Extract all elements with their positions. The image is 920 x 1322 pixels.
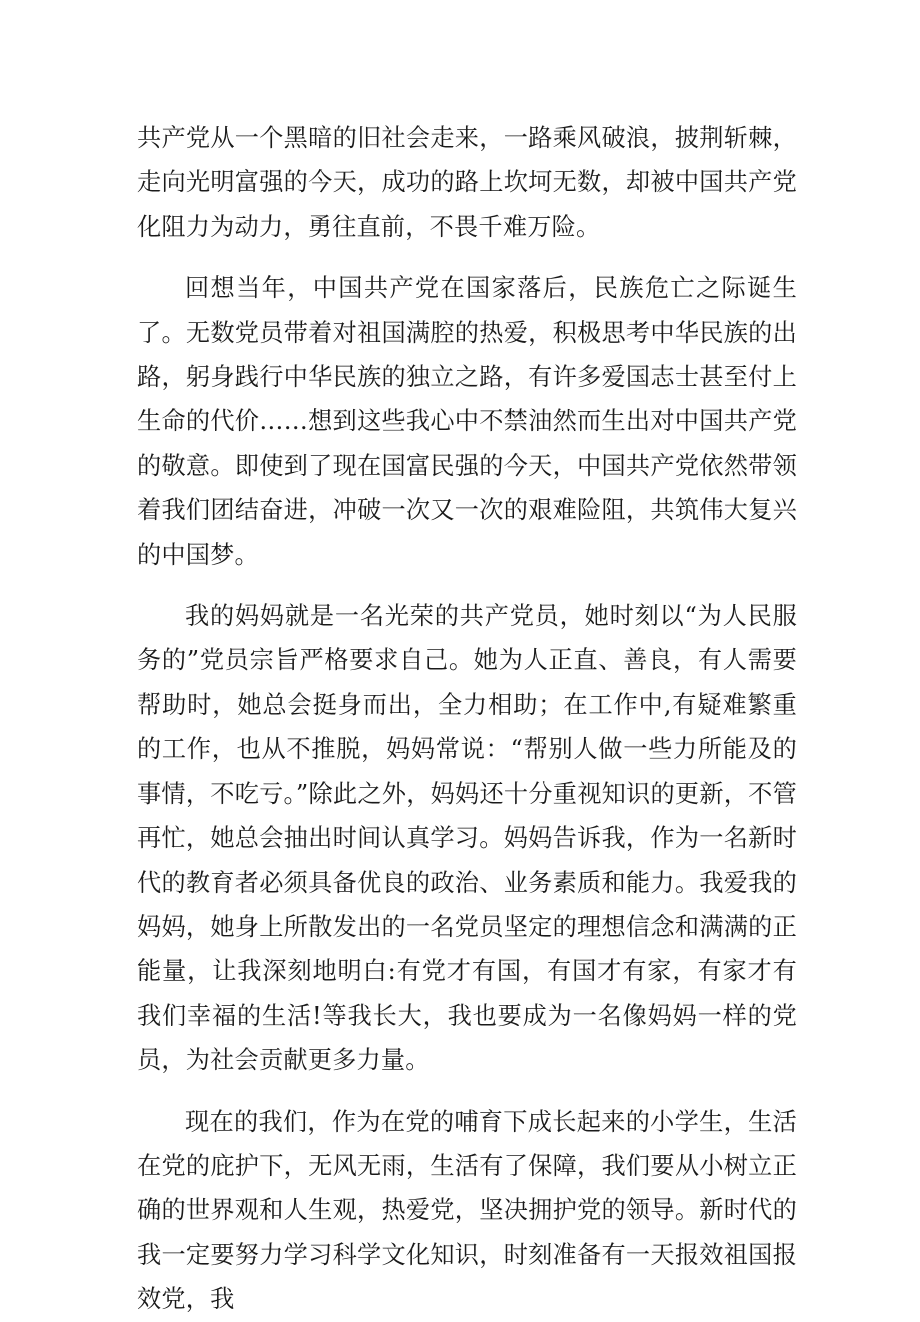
- paragraph-4: 现在的我们，作为在党的哺育下成长起来的小学生，生活在党的庇护下，无风无雨，生活有了保障，我们要从小树立正确的世界观和人生观，热爱党，坚决拥护党的领导。新时代的我一定要努力学习科学文化知识，时刻准备有一天报效祖国报效党，我: [137, 1107, 797, 1314]
- paragraph-1: 共产党从一个黑暗的旧社会走来，一路乘风破浪，披荆斩棘，走向光明富强的今天，成功的路上坎坷无数，却被中国共产党化阻力为动力，勇往直前，不畏千难万险。: [137, 124, 797, 241]
- paragraph-3: 我的妈妈就是一名光荣的共产党员，她时刻以“为人民服务的”党员宗旨严格要求自己。她为人正直、善良，有人需要帮助时，她总会挺身而出，全力相助；在工作中,有疑难繁重的工作，也从不推脱，妈妈常说：“帮别人做一些力所能及的事情，不吃亏。”除此之外，妈妈还十分重视知识的更新，不管再忙，她总会抽出时间认真学习。妈妈告诉我，作为一名新时代的教育者必须具备优良的政治、业务素质和能力。我爱我的妈妈，她身上所散发出的一名党员坚定的理想信念和满满的正能量，让我深刻地明白:有党才有国，有国才有家，有家才有我们幸福的生活!等我长大，我也要成为一名像妈妈一样的党员，为社会贡献更多力量。: [137, 602, 797, 1075]
- paragraph-2: 回想当年，中国共产党在国家落后，民族危亡之际诞生了。无数党员带着对祖国满腔的热爱，积极思考中华民族的出路，躬身践行中华民族的独立之路，有许多爱国志士甚至付上生命的代价……想到这些我心中不禁油然而生出对中国共产党的敬意。即使到了现在国富民强的今天，中国共产党依然带领着我们团结奋进，冲破一次又一次的艰难险阻，共筑伟大复兴的中国梦。: [137, 274, 797, 569]
- document-body: [137, 116, 797, 1322]
